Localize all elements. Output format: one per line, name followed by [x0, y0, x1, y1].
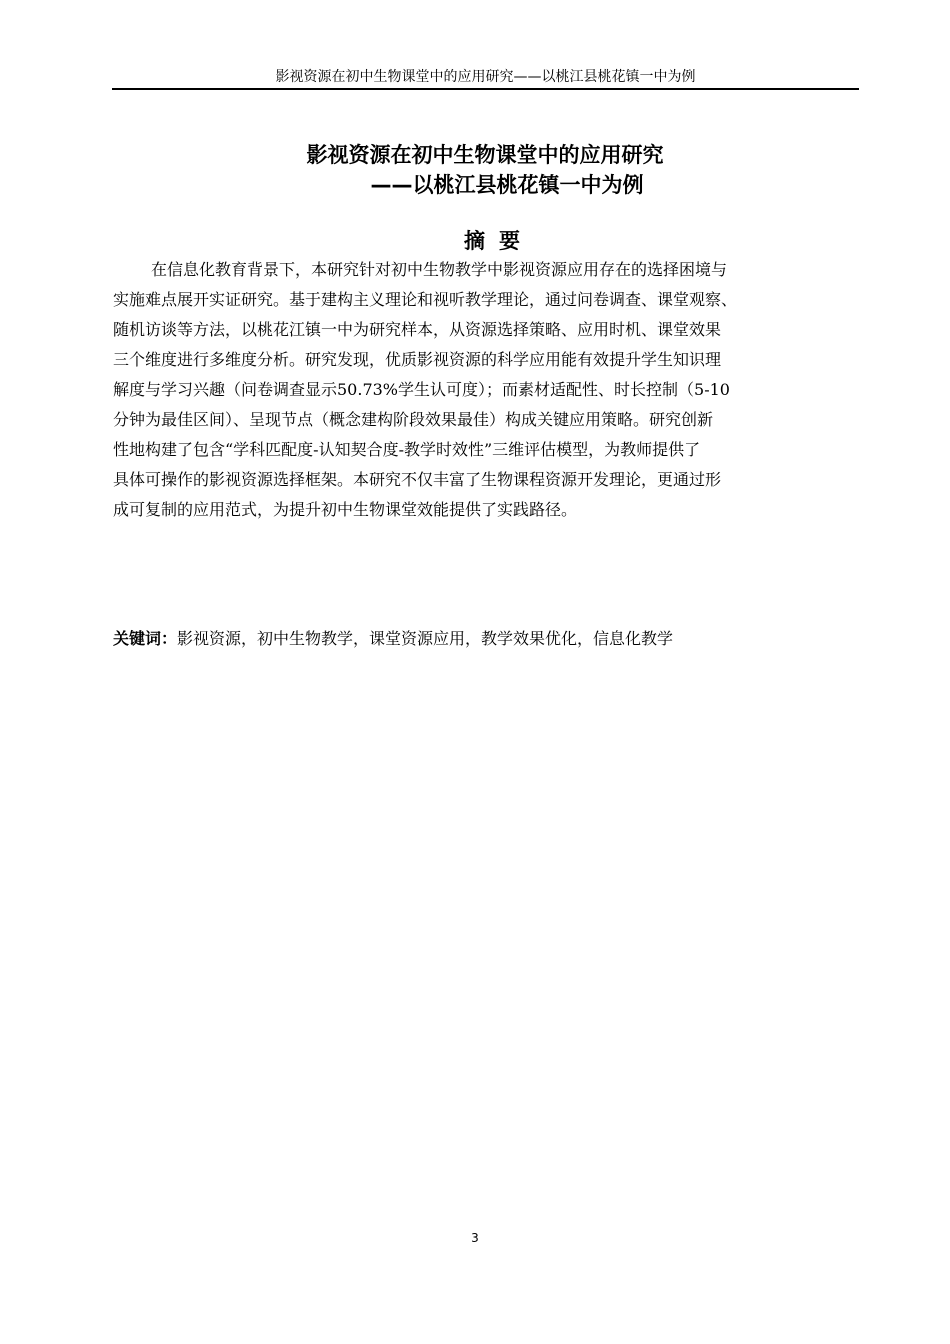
- keywords-text: 影视资源，初中生物教学，课堂资源应用，教学效果优化，信息化教学: [177, 629, 674, 648]
- abstract-heading: 摘要: [464, 229, 534, 253]
- abstract-line: 具体可操作的影视资源选择框架。本研究不仅丰富了生物课程资源开发理论，更通过形: [113, 470, 722, 489]
- keywords-label: 关键词：: [113, 629, 178, 648]
- paper-subtitle: ——以桃江县桃花镇一中为例: [370, 173, 644, 197]
- abstract-line: 三个维度进行多维度分析。研究发现，优质影视资源的科学应用能有效提升学生知识理: [113, 350, 722, 369]
- running-header: 影视资源在初中生物课堂中的应用研究——以桃江县桃花镇一中为例: [275, 69, 696, 85]
- page-number: 3: [471, 1231, 479, 1245]
- paper-title: 影视资源在初中生物课堂中的应用研究: [306, 143, 664, 167]
- abstract-line: 随机访谈等方法，以桃花江镇一中为研究样本，从资源选择策略、应用时机、课堂效果: [113, 320, 722, 339]
- abstract-line: 在信息化教育背景下，本研究针对初中生物教学中影视资源应用存在的选择困境与: [151, 260, 728, 279]
- abstract-line: 成可复制的应用范式，为提升初中生物课堂效能提供了实践路径。: [113, 500, 578, 519]
- abstract-line: 性地构建了包含“学科匹配度-认知契合度-教学时效性”三维评估模型，为教师提供了: [113, 440, 701, 459]
- header-rule: [112, 88, 859, 90]
- abstract-line: 解度与学习兴趣（问卷调查显示50.73%学生认可度）；而素材适配性、时长控制（5-10: [113, 380, 730, 399]
- abstract-line: 分钟为最佳区间）、呈现节点（概念建构阶段效果最佳）构成关键应用策略。研究创新: [113, 410, 714, 429]
- abstract-body: [113, 255, 873, 525]
- keywords: [113, 625, 853, 653]
- abstract-line: 实施难点展开实证研究。基于建构主义理论和视听教学理论，通过问卷调查、课堂观察、: [113, 290, 738, 309]
